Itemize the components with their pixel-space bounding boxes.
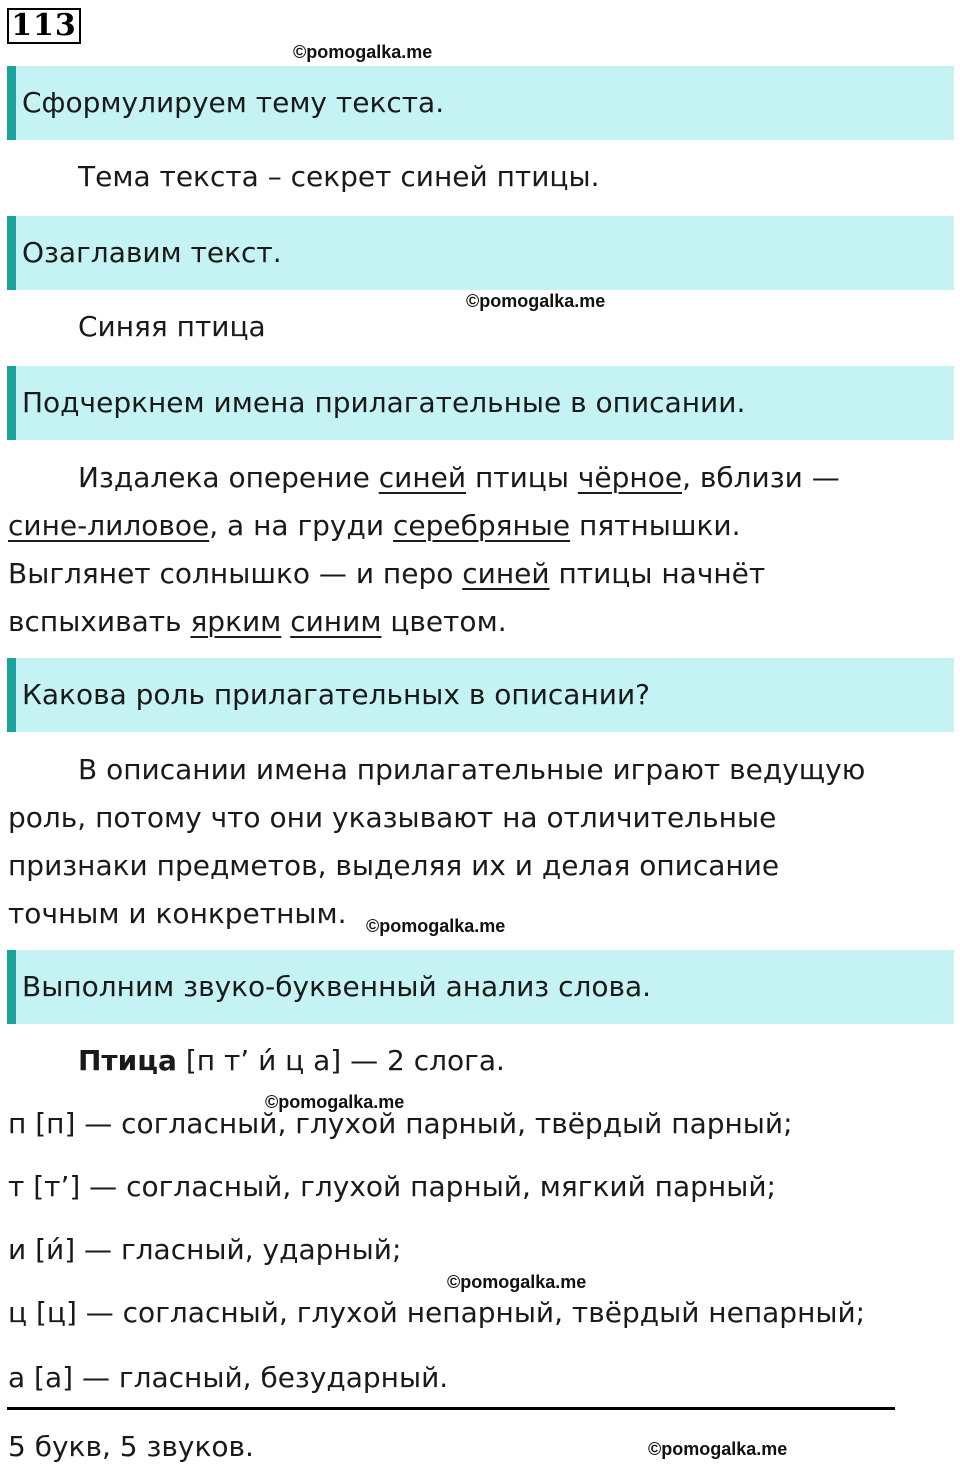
text-fragment: цветом. xyxy=(381,605,507,638)
role-answer-line-4: точным и конкретным. xyxy=(8,897,347,930)
text-fragment: , а на груди xyxy=(209,509,393,542)
description-line-1 xyxy=(8,454,908,502)
answer-title: Синяя птица xyxy=(78,310,266,343)
role-answer-line-2: роль, потому что они указывают на отличительные xyxy=(8,801,777,834)
text-fragment: вспыхивать xyxy=(8,605,191,638)
watermark: ©pomogalka.me xyxy=(265,1092,405,1112)
question-bar-role: Какова роль прилагательных в описании? xyxy=(7,658,954,732)
description-line-3 xyxy=(8,550,908,598)
text-fragment: В описании имена прилагательные играют ведущую xyxy=(78,753,866,786)
task-number: 113 xyxy=(7,8,81,44)
watermark: ©pomogalka.me xyxy=(293,42,433,62)
question-bar-title: Озаглавим текст. xyxy=(7,216,954,290)
watermark: ©pomogalka.me xyxy=(648,1439,788,1459)
divider-line xyxy=(7,1407,895,1410)
watermark: ©pomogalka.me xyxy=(366,916,506,936)
analysis-line: ц [ц] — согласный, глухой непарный, твёрдый непарный; xyxy=(8,1296,866,1329)
underlined-adjective: синим xyxy=(290,605,382,638)
description-line-4 xyxy=(8,598,908,646)
analyzed-word: Птица xyxy=(78,1044,177,1077)
underlined-adjective: синей xyxy=(378,461,467,494)
analysis-line: а [а] — гласный, безударный. xyxy=(8,1361,449,1394)
question-bar-topic: Сформулируем тему текста. xyxy=(7,66,954,140)
analysis-line: и [и́] — гласный, ударный; xyxy=(8,1233,402,1266)
text-fragment: Издалека оперение xyxy=(78,461,379,494)
role-answer-line-3: признаки предметов, выделяя их и делая описание xyxy=(8,849,780,882)
question-bar-underline: Подчеркнем имена прилагательные в описании. xyxy=(7,366,954,440)
underlined-adjective: сине-лиловое xyxy=(8,509,210,542)
analysis-line: п [п] — согласный, глухой парный, твёрдый парный; xyxy=(8,1107,793,1140)
question-bar-analysis: Выполним звуко-буквенный анализ слова. xyxy=(7,950,954,1024)
answer-topic: Тема текста – секрет синей птицы. xyxy=(78,160,600,193)
role-answer-line-1 xyxy=(8,746,908,794)
role-answer-paragraph xyxy=(8,746,908,938)
analysis-summary: 5 букв, 5 звуков. xyxy=(8,1430,254,1463)
watermark: ©pomogalka.me xyxy=(466,291,606,311)
underlined-adjective: синей xyxy=(462,557,550,590)
text-fragment: пятнышки. xyxy=(570,509,741,542)
underlined-adjective: ярким xyxy=(190,605,282,638)
underlined-adjective: чёрное xyxy=(577,461,683,494)
watermark: ©pomogalka.me xyxy=(447,1272,587,1292)
description-line-2 xyxy=(8,502,908,550)
text-fragment: птицы начнёт xyxy=(549,557,766,590)
analysis-heading xyxy=(78,1044,505,1077)
analysis-line: т [т’] — согласный, глухой парный, мягкий парный; xyxy=(8,1170,776,1203)
text-fragment: , вблизи — xyxy=(682,461,840,494)
transcription: [п т’ и́ ц а] — 2 слога. xyxy=(176,1044,505,1077)
description-paragraph xyxy=(8,454,908,646)
text-fragment xyxy=(281,605,290,638)
text-fragment: птицы xyxy=(466,461,578,494)
text-fragment: Выглянет солнышко — и перо xyxy=(8,557,463,590)
underlined-adjective: серебряные xyxy=(392,509,571,542)
